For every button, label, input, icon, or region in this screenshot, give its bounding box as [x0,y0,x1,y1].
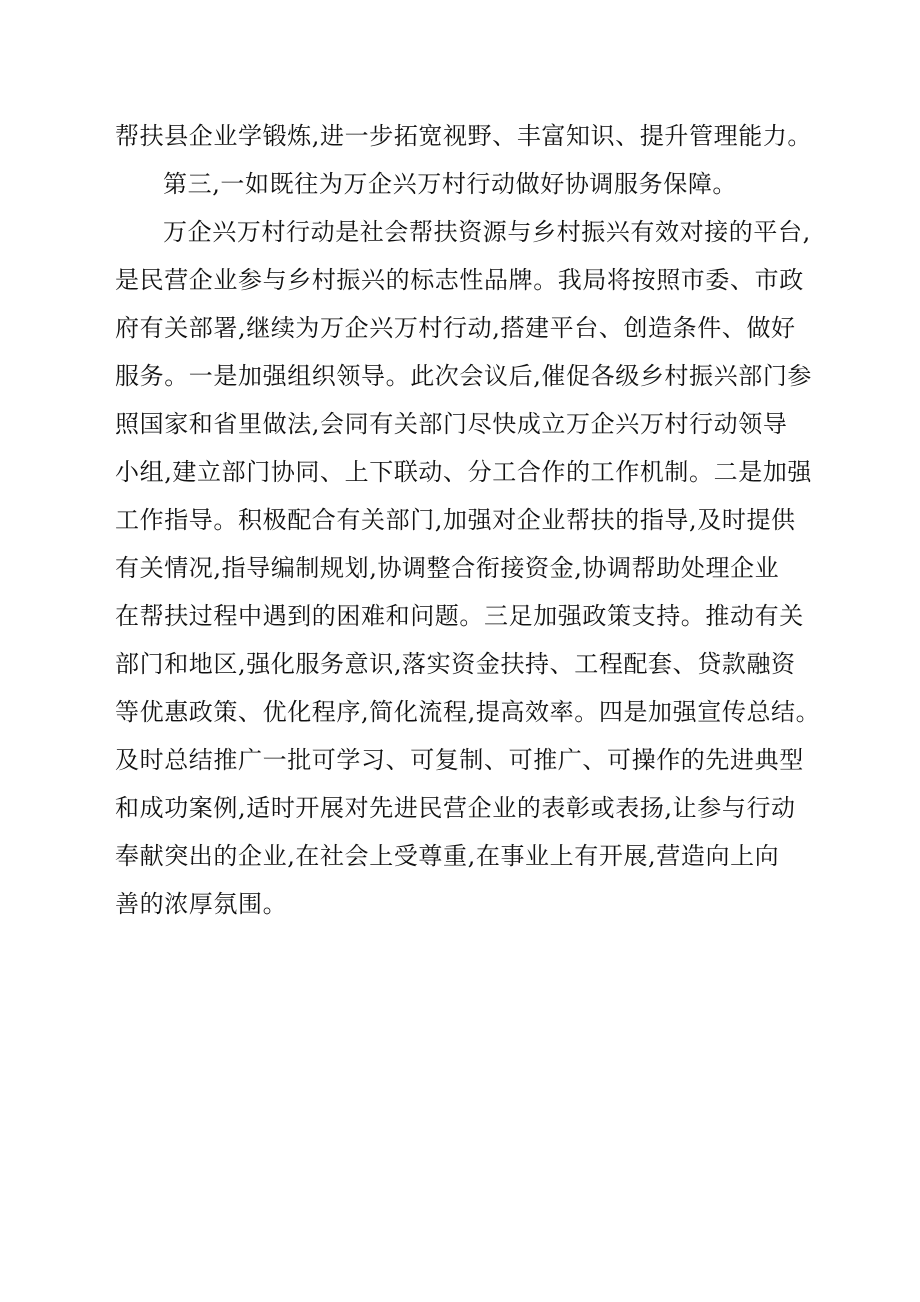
paragraph-start-line: 万企兴万村行动是社会帮扶资源与乡村振兴有效对接的平台, [163,218,811,246]
text-line-4: 是民营企业参与乡村振兴的标志性品牌。我局将按照市委、市政 [115,266,804,294]
text-line-11: 在帮扶过程中遇到的困难和问题。三足加强政策支持。推动有关 [115,602,804,630]
text-line-6: 服务。一是加强组织领导。此次会议后,催促各级乡村振兴部门参 [115,362,813,390]
document-body [115,112,821,928]
text-line-16: 奉献突出的企业,在社会上受尊重,在事业上有开展,营造向上向 [115,842,780,870]
text-line-8: 小组,建立部门协同、上下联动、分工合作的工作机制。二是加强 [115,458,813,486]
text-line-10: 有关情况,指导编制规划,协调整合衔接资金,协调帮助处理企业 [115,554,780,582]
section-heading-3: 第三,一如既往为万企兴万村行动做好协调服务保障。 [163,170,738,198]
text-line-1: 帮扶县企业学锻炼,进一步拓宽视野、丰富知识、提升管理能力。 [115,122,813,150]
text-line-14: 及时总结推广一批可学习、可复制、可推广、可操作的先进典型 [115,746,804,774]
text-line-7: 照国家和省里做法,会同有关部门尽快成立万企兴万村行动领导 [115,410,788,438]
text-line-5: 府有关部署,继续为万企兴万村行动,搭建平台、创造条件、做好 [115,314,796,342]
text-line-12: 部门和地区,强化服务意识,落实资金扶持、工程配套、贷款融资 [115,650,796,678]
text-line-9: 工作指导。积极配合有关部门,加强对企业帮扶的指导,及时提供 [115,506,796,534]
text-line-17: 善的浓厚氛围。 [115,890,288,918]
text-line-13: 等优惠政策、优化程序,简化流程,提高效率。四是加强宣传总结。 [115,698,821,726]
text-line-15: 和成功案例,适时开展对先进民营企业的表彰或表扬,让参与行动 [115,794,796,822]
